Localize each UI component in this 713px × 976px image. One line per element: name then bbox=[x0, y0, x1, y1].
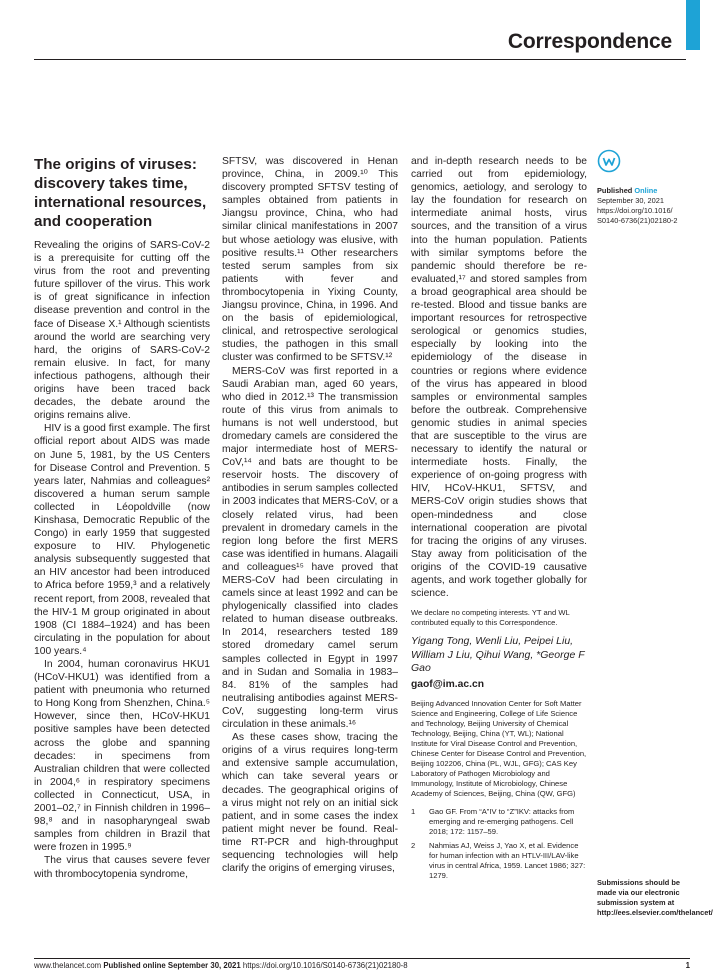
journal-site[interactable]: www.thelancet.com bbox=[34, 961, 102, 970]
paragraph: The virus that causes severe fever with thrombocytopenia syndrome, bbox=[34, 855, 210, 880]
footer-published: Published online September 30, 2021 bbox=[103, 961, 241, 970]
header-rule bbox=[34, 59, 686, 60]
reference-number: 1 bbox=[411, 806, 416, 816]
reference-number: 2 bbox=[411, 840, 416, 850]
online-label: Online bbox=[634, 186, 658, 195]
doi-link-part-1[interactable]: https://doi.org/10.1016/ bbox=[597, 206, 673, 215]
reference-text: Nahmias AJ, Weiss J, Yao X, et al. Evidence for human infection with an HTLV-III/LAV-like virus in central Africa, 1959. Lancet 1986; 327: 1279. bbox=[429, 840, 586, 880]
column-1 bbox=[34, 155, 210, 881]
section-color-bar bbox=[686, 0, 700, 50]
online-first-logo-icon bbox=[597, 149, 621, 173]
publication-date: September 30, 2021 bbox=[597, 196, 664, 205]
author-list: Yigang Tong, Wenli Liu, Peipei Liu, William J Liu, Qihui Wang, *George F Gao bbox=[411, 635, 585, 675]
paragraph: Revealing the origins of SARS-CoV-2 is a prerequisite for cutting off the virus from the root and preventing future spillover of the virus. This work is of great significance in infection disease prevention and control in the face of Disease X.¹ Although scientists around the world are searching very hard, the origins of SARS-CoV-2 remain elusive. In fact, for many infectious pathogens, although their origins have been traced back decades, the debate around the origins remains alive. bbox=[34, 240, 210, 422]
corresponding-email[interactable]: gaof@im.ac.cn bbox=[411, 678, 484, 690]
reference-item bbox=[411, 807, 587, 837]
page-number: 1 bbox=[685, 961, 690, 970]
column-3 bbox=[411, 155, 587, 885]
published-label: Published bbox=[597, 186, 633, 195]
paragraph: HIV is a good first example. The first official report about AIDS was made on June 5, 1981, by the US Centers for Disease Control and Prevention. 5 years later, Nahmias and colleagues² discovered a human serum sample collected in Léopoldville (now Kinshasa, Democratic Republic of the Congo) in early 1959 that suggested exposure to HIV. Phylogenetic analysis subsequently suggested that an HIV ancestor had been introduced to Africa before 1959,³ and a relatively recent report, from 2008, revealed that the HIV-1 M group originated in about 1908 (CI 1884–1924) and has been circulating in the population for about 100 years.⁴ bbox=[34, 423, 210, 657]
paragraph: In 2004, human coronavirus HKU1 (HCoV-HKU1) was identified from a patient with pneumonia who returned to Hong Kong from Shenzhen, China.⁵ However, since then, HCoV-HKU1 positive samples have been detected across the globe and spanning decades: in specimens from Australian children that were collected in 2004,⁶ in respiratory specimens collected in Connecticut, USA, in 2001–02,⁷ in Finnish children in 1996–98,⁸ and in nasopharyngeal swab samples from children in Brazil that were frozen in 1995.⁹ bbox=[34, 659, 210, 854]
paragraph: As these cases show, tracing the origins of a virus requires long-term and extensive sample accumulation, which can take several years or decades. The geographical origins of a virus might not rely on an initial sick patient, and in some cases the index patient might never be found. Real-time RT-PCR and high-throughput sequencing technologies will help clarify the origins of emerging viruses, bbox=[222, 732, 398, 875]
page-footer bbox=[34, 961, 408, 970]
footer-rule bbox=[34, 958, 690, 959]
reference-list bbox=[411, 807, 587, 881]
paragraph: SFTSV, was discovered in Henan province, China, in 2009.¹⁰ This discovery prompted SFTSV testing of samples obtained from patients in Jiangsu province, China, who had similar clinical manifestations in 2007 but whose aetiology was elusive, with positive results.¹¹ Other researchers tested serum samples from six patients with fever and thrombocytopenia in Yixing County, Jiangsu province, China, in 1996. And on the basis of epidemiological, clinical, and retrospective serological studies, the pathogen in this small cluster was confirmed to be SFTSV.¹² bbox=[222, 156, 398, 364]
column-2 bbox=[222, 155, 398, 875]
reference-item bbox=[411, 841, 587, 881]
footer-doi[interactable]: https://doi.org/10.1016/S0140-6736(21)02180-8 bbox=[242, 961, 408, 970]
article-title: The origins of viruses: discovery takes time, international resources, and cooperation bbox=[34, 156, 207, 230]
competing-interests: We declare no competing interests. YT and WL contributed equally to this Correspondence. bbox=[411, 608, 570, 628]
affiliations: Beijing Advanced Innovation Center for Soft Matter Science and Engineering, College of Life Science and Technology, Beijing University of Chemical Technology, Beijing, China (YT, WL); National Institute for Viral Disease Control and Prevention, Chinese Center for Disease Control and Prevention, Beijing 102206, China (PL, WJL, GFG); CAS Key Laboratory of Pathogen Microbiology and Immunology, Institute of Microbiology, Chinese Academy of Sciences, Beijing, China (QW, GFG) bbox=[411, 698, 587, 798]
paragraph: and in-depth research needs to be carried out from epidemiology, genomics, aetiology, and serology to lay the foundation for research on intermediate animal hosts, virus sources, and the transition of a virus into the human population. Patients with similar symptoms before the pandemic should therefore be re-evaluated,¹⁷ and stored samples from a broad geographical area should be re-tested. Blood and tissue banks are important resources for retrospective serological or genomics studies, especially by looking into the epidemiology of the disease in countries or regions where evidence of the virus has appeared in blood samples or environmental samples before the outbreak. Comprehensive genomic studies in animal species that are susceptible to the virus are necessary to identify the natural or intermediate hosts. Finally, the experience of on-going progress with HIV, HCoV-HKU1, SFTSV, and MERS-CoV origin studies shows that open-mindedness and close international cooperation are pivotal for tracing the origins of any viruses. Stay away from politicisation of the origins of the COVID-19 causative agents, and work together globally for science. bbox=[411, 156, 587, 600]
section-title: Correspondence bbox=[507, 30, 672, 53]
reference-text: Gao GF. From “A”IV to “Z”IKV: attacks from emerging and re-emerging pathogens. Cell 2018; 172: 1157–59. bbox=[429, 806, 575, 836]
submission-note: Submissions should be made via our electronic submission system at http://ees.elsevier.com/thelancet/ bbox=[597, 878, 713, 917]
doi-link-part-2[interactable]: S0140-6736(21)02180-2 bbox=[597, 216, 678, 225]
publication-info bbox=[597, 186, 687, 226]
paragraph: MERS-CoV was first reported in a Saudi Arabian man, aged 60 years, who died in 2012.¹³ The transmission route of this virus from animals to humans is not well understood, but dromedary camels are considered the major intermediate host of MERS-CoV,¹⁴ and bats are thought to be reservoir hosts. The discovery of antibodies in serum samples collected in 2003 indicates that MERS-CoV, or a closely related virus, had been prevalent in dromedary camels in the region long before the first MERS case was identified in humans. Alagaili and colleagues¹⁵ have proved that MERS-CoV had been circulating in camels since at least 1992 and can be phylogenically classified into clades related to human disease outbreaks. In 2014, researchers tested 189 stored dromedary camel serum samples collected in Egypt in 1997 and in Sudan and Somalia in 1983–84. 81% of the samples had neutralising antibodies against MERS-CoV, suggesting long-term virus circulation in these animals.¹⁶ bbox=[222, 365, 398, 731]
